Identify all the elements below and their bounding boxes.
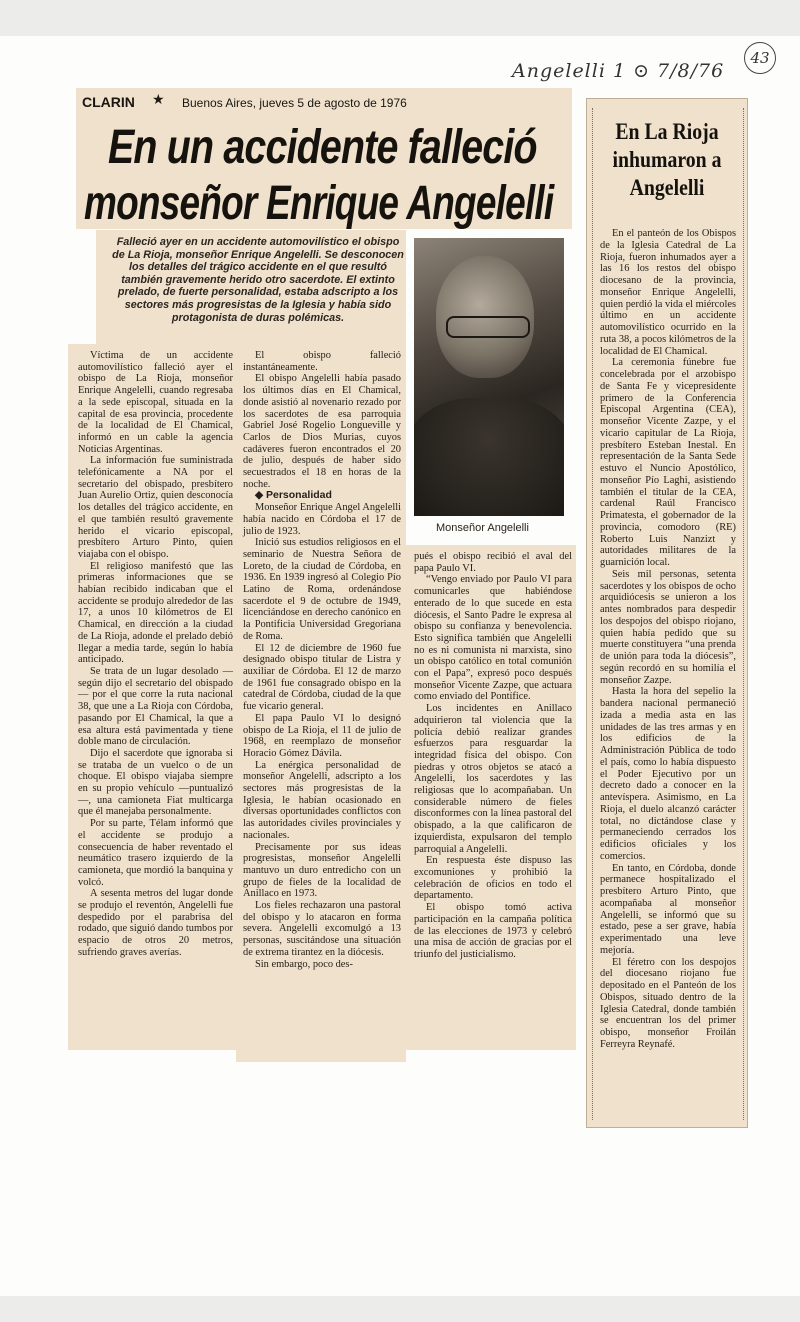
- paragraph: El obispo tomó activa participación en la campaña política de las elecciones de 1973 y celebró una misa de acción de gracias por el triunfo del justicialismo.: [414, 902, 572, 960]
- paragraph: En respuesta éste dispuso las excomuniones y prohibió la celebración de oficios en todo el departamento.: [414, 855, 572, 902]
- portrait-body-shape: [414, 398, 564, 516]
- paragraph: A sesenta metros del lugar donde se produjo el reventón, Angelelli fue despedido por el parabrisa del rodado, que siguió dando tumbos por espacio de otros 20 metros, sufriendo graves averías.: [78, 888, 233, 958]
- portrait-photo: [414, 238, 564, 516]
- paragraph: En el panteón de los Obispos de la Iglesia Catedral de La Rioja, fueron inhumados ayer a las 16 los restos del obispo diocesano de la provincia, monseñor Enrique Angelelli, quien perdió la vida el miércoles último en un accidente automovilístico ocurrido en la ruta 38, a pocos kilómetros de la localidad de El Chamical.: [600, 228, 736, 357]
- headline-line-2: monseñor Enrique Angelelli: [84, 177, 554, 230]
- side-article-title: En La Rioja inhumaron a Angelelli: [612, 119, 722, 200]
- paragraph: El féretro con los despojos del diocesano riojano fue depositado en el Panteón de los Obispos, situado dentro de la Iglesia Catedral, donde también se encuentran los del primer obispo, monseñor Froilán Ferreyra Reynafé.: [600, 956, 736, 1050]
- paragraph: Víctima de un accidente automovilístico falleció ayer el obispo de La Rioja, monseñor Enrique Angelelli, cuando regresaba a la sede episcopal, situada en la capital de esa provincia, procedente de la localidad de El Chamical, informó en un cable la agencia Noticias Argentinas.: [78, 350, 233, 455]
- paragraph: “Vengo enviado por Paulo VI para comunicarles que habiéndose enterado de lo que sucede en esta diócesis, el Santo Padre le expresa al obispo su confianza y benevolencia. Esto significa también que Angelelli no es ni comunista ni marxista, sino un obispo católico en total comunión con el Papa”, expresó poco después monseñor Vicente Zazpe, que actuara como enviado del Pontífice.: [414, 574, 572, 703]
- paragraph: Por su parte, Télam informó que el accidente se produjo a consecuencia de haber reventado el neumático trasero izquierdo de la camioneta, que mordió la banquina y volcó.: [78, 818, 233, 888]
- circled-page-number: 43: [744, 42, 776, 74]
- photo-caption: Monseñor Angelelli: [436, 522, 529, 534]
- paragraph: Inició sus estudios religiosos en el seminario de Nuestra Señora de Loreto, de la ciudad de Córdoba, en 1936. En 1939 ingresó al Colegio Pío Latino de Roma, ordenándose sacerdote el 9 de octubre de 1949, licenciándose en derecho canónico en la Pontificia Universidad Gregoriana de Roma.: [243, 537, 401, 642]
- paragraph: Los incidentes en Anillaco adquirieron tal violencia que la policía debió realizar grandes esfuerzos para resguardar la integridad física del obispo. Con piedras y otros objetos se atacó a Angelelli, los sacerdotes y las religiosas que lo acompañaban. Un considerable número de fieles disconformes con la línea pastoral del obispado, a la que calificaron de izquierdista, expulsaron del templo parroquial a Angelelli.: [414, 703, 572, 855]
- paragraph: El papa Paulo VI lo designó obispo de La Rioja, el 11 de julio de 1968, en reemplazo de monseñor Horacio Gómez Dávila.: [243, 712, 401, 759]
- portrait-glasses-shape: [446, 316, 530, 338]
- handwritten-archive-note: Angelelli 1 ⊙ 7/8/76: [512, 60, 725, 82]
- scan-top-margin: [0, 0, 800, 36]
- paragraph: Se trata de un lugar desolado —según dijo el secretario del obispado— por el que corre la ruta nacional 38, que une a La Rioja con Córdoba, pasando por El Chamical, la que a esa altura está pavimentada y tiene doble mano de circulación.: [78, 665, 233, 748]
- paragraph: La ceremonia fúnebre fue concelebrada por el arzobispo de Santa Fe y vicepresidente primero de la Conferencia Episcopal Argentina (CEA), monseñor Vicente Zazpe, y el vicario capitular de La Rioja, presbítero Esteban Inestal. En representación de la Santa Sede estuvo el Nuncio Apostólico, monseñor Pío Laghi, asistiendo también el titular de la CEA, cardenal Raúl Francisco Primatesta, el gobernador de la provincia, comodoro (RE) Roberto Luis Nanzizt y autoridades militares de la guarnición local.: [600, 357, 736, 568]
- paragraph: La información fue suministrada telefónicamente a NA por el secretario del obispado, presbítero Juan Aurelio Ortiz, quien desconocía los detalles del trágico accidente, en el que también resultó gravemente herido el vicario episcopal, presbítero Arturo Pinto, quien viajaba con el obispo.: [78, 455, 233, 560]
- paragraph: Dijo el sacerdote que ignoraba si se trataba de un vuelco o de un choque. El obispo viajaba siempre en su propio vehículo —puntualizó—, una camioneta Fiat multicarga que él manejaba personalmente.: [78, 747, 233, 818]
- paragraph: Hasta la hora del sepelio la bandera nacional permaneció izada a media asta en las unidades de las tres armas y en los edificios de la Administración Pública de todo el país, como lo había dispuesto el Poder Ejecutivo por un decreto dado a conocer en la antevíspera. Asimismo, en La Rioja, el duelo alcanzó carácter total, no dictándose clase y permaneciendo cerrados los edificios oficiales y los comercios.: [600, 686, 736, 862]
- section-subhead: ◆ Personalidad: [255, 489, 332, 502]
- newspaper-name: CLARIN: [82, 94, 135, 110]
- paragraph: Monseñor Enrique Angel Angelelli había nacido en Córdoba el 17 de julio de 1923.: [243, 502, 401, 537]
- star-icon: ★: [152, 93, 165, 108]
- paragraph: Precisamente por sus ideas progresistas, monseñor Angelelli mantuvo un duro entredicho con un grupo de fieles de la localidad de Anillaco en 1973.: [243, 841, 401, 900]
- side-article-body: [600, 228, 736, 1051]
- headline-line-1: En un accidente falleció: [108, 121, 537, 174]
- article-column-1: [78, 350, 233, 959]
- dateline: Buenos Aires, jueves 5 de agosto de 1976: [182, 96, 407, 110]
- side-border-right: [743, 108, 745, 1120]
- paragraph: En tanto, en Córdoba, donde permanece hospitalizado el presbítero Arturo Pinto, que acompañaba al monseñor Angelelli, se informó que su estado, pese a ser grave, había experimentado una leve mejoría.: [600, 862, 736, 956]
- paragraph: pués el obispo recibió el aval del papa Paulo VI.: [414, 551, 572, 574]
- paragraph: Seis mil personas, setenta sacerdotes y los obispos de ocho arquidiócesis se unieron a los antes nombrados para despedir los despojos del obispo riojano, quien había pedido que su muerte constituyera “una prenda de unión para toda la diócesis”, según recordó en su homilía el monseñor Zazpe.: [600, 568, 736, 686]
- article-column-3: [414, 551, 572, 961]
- scan-bottom-margin: [0, 1296, 800, 1322]
- paragraph: Sin embargo, poco des-: [255, 958, 353, 970]
- article-lede: Falleció ayer en un accidente automovilístico el obispo de La Rioja, monseñor Enrique Angelelli. Se desconocen los detalles del trágico accidente en el que resultó también gravemente herido otro sacerdote. El extinto prelado, de fuerte personalidad, estaba adscripto a los sectores más progresistas de la Iglesia y había sido protagonista de duras polémicas.: [112, 236, 404, 324]
- paragraph: El 12 de diciembre de 1960 fue designado obispo titular de Listra y auxiliar de Córdoba. El 12 de marzo de 1961 fue consagrado obispo en la catedral de Córdoba, ciudad de la que fue vicario general.: [243, 642, 401, 713]
- paragraph: Los fieles rechazaron una pastoral del obispo y lo atacaron en forma severa. Angelelli excomulgó a 13 personas, suscitándose una situación de extrema tirantez en la diócesis.: [243, 900, 401, 958]
- paragraph: El obispo Angelelli había pasado los últimos días en El Chamical, donde asistió al novenario rezado por los sacerdotes de esa parroquia Gabriel José Rogelio Longueville y Carlos de Dios Murias, cuyos cadáveres fueron encontrados el 20 de julio, después de haber sido secuestrados el 18 en horas de la noche.: [243, 373, 401, 490]
- paragraph: El religioso manifestó que las primeras informaciones que se habían recibido indicaban que el accidente se produjo alrededor de las 17, a unos 10 kilómetros de El Chamical, en dirección a la ciudad de La Rioja, adonde el prelado debió llegar a media tarde, según lo había anticipado.: [78, 560, 233, 666]
- article-column-2: [243, 350, 401, 970]
- side-border-left: [592, 108, 594, 1120]
- paragraph: El obispo falleció instantáneamente.: [243, 350, 401, 373]
- paragraph: La enérgica personalidad de monseñor Angelelli, adscripto a los sectores más progresistas de la Iglesia, le habían ocasionado en diversas oportunidades conflictos con las autoridades civiles provinciales y nacionales.: [243, 759, 401, 841]
